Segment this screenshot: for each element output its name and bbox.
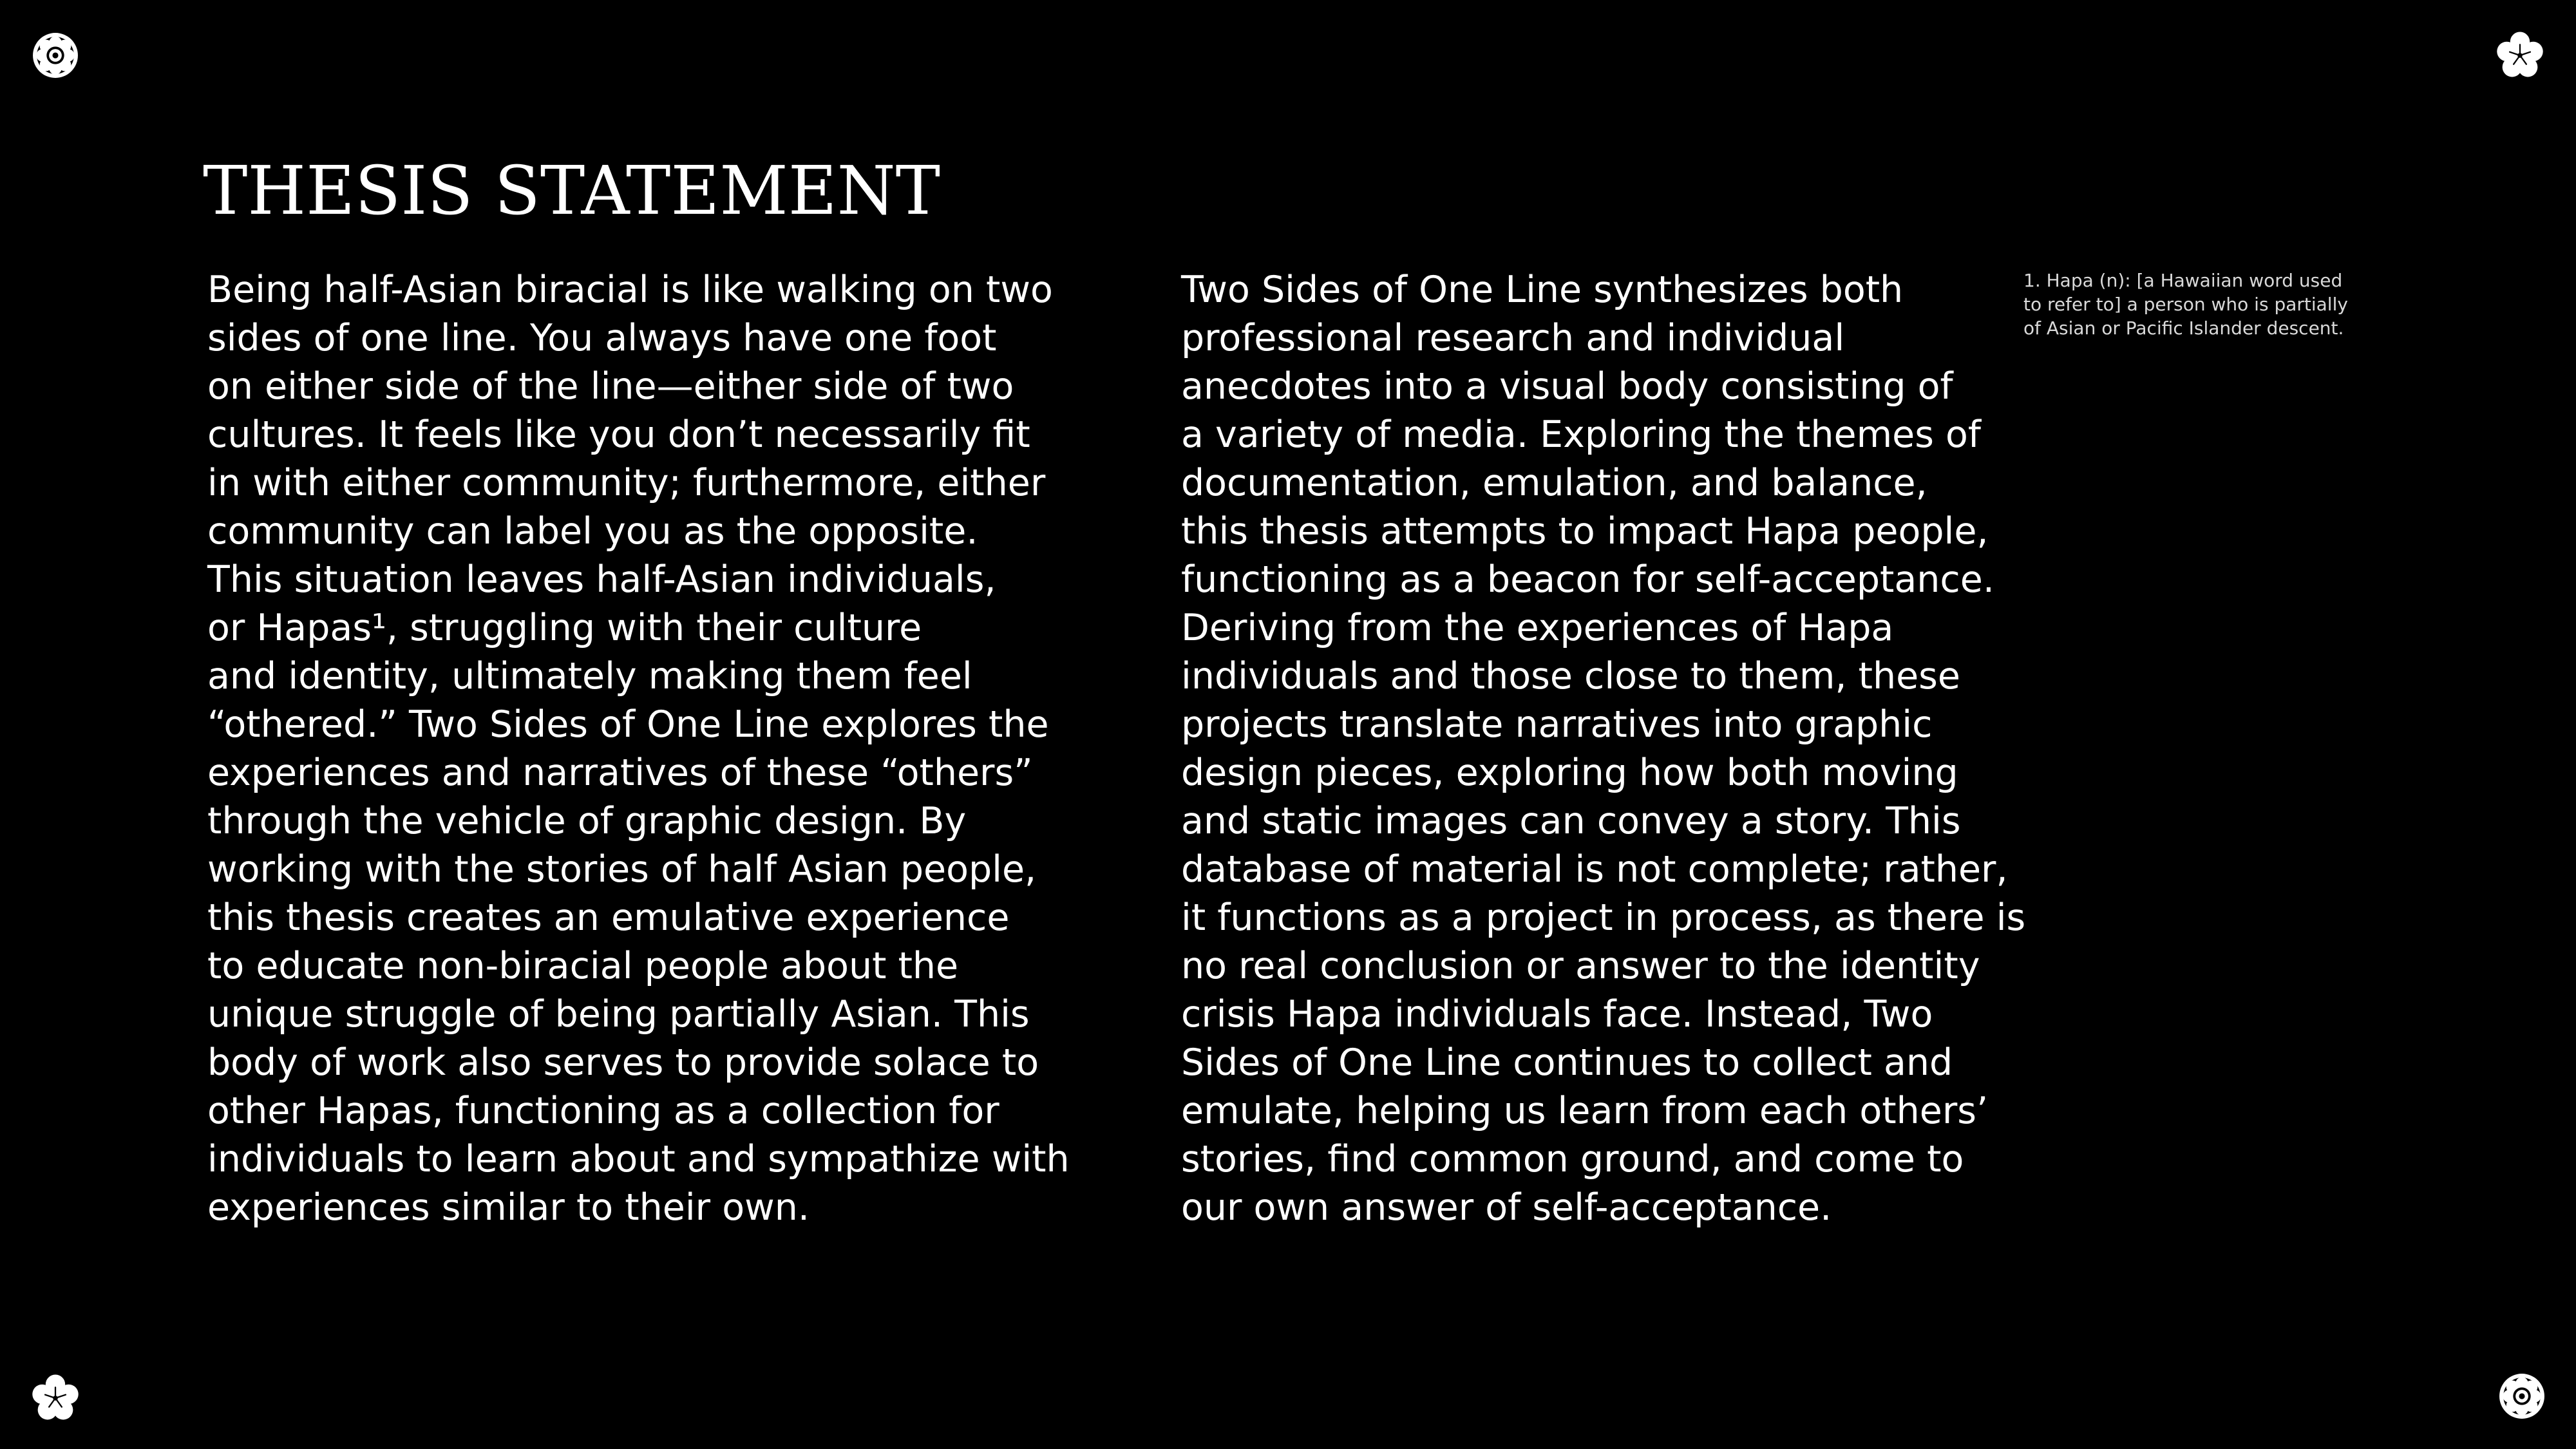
- paragraph-line: unique struggle of being partially Asian. This: [207, 993, 1030, 1036]
- paragraph-line: database of material is not complete; rather,: [1181, 848, 2008, 891]
- paragraph-line: through the vehicle of graphic design. By: [207, 800, 967, 842]
- paragraph-line: community can label you as the opposite.: [207, 510, 978, 553]
- paragraph-line: this thesis creates an emulative experience: [207, 896, 1010, 939]
- paragraph-line: emulate, helping us learn from each others’: [1181, 1090, 1989, 1132]
- paragraph-line: and identity, ultimately making them feel: [207, 655, 972, 697]
- paragraph-line: stories, find common ground, and come to: [1181, 1138, 1964, 1180]
- paragraph-line: no real conclusion or answer to the identity: [1181, 945, 1980, 987]
- footnote-line: 1. Hapa (n): [a Hawaiian word used: [2023, 270, 2343, 291]
- paragraph-line: professional research and individual: [1181, 317, 1845, 359]
- paragraph-line: working with the stories of half Asian people,: [207, 848, 1037, 891]
- paragraph-line: this thesis attempts to impact Hapa people,: [1181, 510, 1989, 553]
- footnote: [2023, 269, 2348, 340]
- paragraph-line: design pieces, exploring how both moving: [1181, 752, 1958, 794]
- footnote-line: to refer to] a person who is partially: [2023, 294, 2348, 315]
- paragraph-line: anecdotes into a visual body consisting of: [1181, 365, 1953, 408]
- hibiscus-flower-icon: [31, 1374, 80, 1423]
- page-title: THESIS STATEMENT: [203, 151, 941, 230]
- paragraph-line: documentation, emulation, and balance,: [1181, 462, 1927, 504]
- paragraph-line: Sides of One Line continues to collect and: [1181, 1041, 1953, 1084]
- paragraph-line: a variety of media. Exploring the themes of: [1181, 413, 1981, 456]
- paragraph-line: to educate non-biracial people about the: [207, 945, 959, 987]
- paragraph-line: functioning as a beacon for self-acceptance.: [1181, 558, 1994, 601]
- paragraph-line: and static images can convey a story. This: [1181, 800, 1961, 842]
- paragraph-line: Deriving from the experiences of Hapa: [1181, 607, 1894, 649]
- paragraph-line: individuals to learn about and sympathize with: [207, 1138, 1070, 1180]
- paragraph-line: or Hapas¹, struggling with their culture: [207, 607, 922, 649]
- paragraph-line: cultures. It feels like you don’t necessarily fit: [207, 413, 1030, 456]
- paragraph-line: “othered.” Two Sides of One Line explores the: [207, 703, 1049, 746]
- paragraph-line: Two Sides of One Line synthesizes both: [1181, 269, 1904, 311]
- paragraph-line: Being half-Asian biracial is like walking on two: [207, 269, 1053, 311]
- footnote-line: of Asian or Pacific Islander descent.: [2023, 317, 2344, 339]
- paragraph-line: body of work also serves to provide solace to: [207, 1041, 1039, 1084]
- paragraph-line: on either side of the line—either side of two: [207, 365, 1014, 408]
- hibiscus-flower-icon: [2496, 31, 2544, 80]
- paragraph-line: experiences and narratives of these “others”: [207, 752, 1033, 794]
- thesis-paragraph-right: [1181, 266, 2025, 1232]
- round-flower-icon: [2497, 1372, 2546, 1421]
- paragraph-line: experiences similar to their own.: [207, 1186, 810, 1229]
- round-flower-icon: [31, 31, 80, 80]
- paragraph-line: it functions as a project in process, as there is: [1181, 896, 2026, 939]
- paragraph-line: This situation leaves half-Asian individuals,: [207, 558, 996, 601]
- paragraph-line: individuals and those close to them, these: [1181, 655, 1960, 697]
- thesis-paragraph-left: [207, 266, 1070, 1232]
- paragraph-line: crisis Hapa individuals face. Instead, Two: [1181, 993, 1933, 1036]
- paragraph-line: projects translate narratives into graphic: [1181, 703, 1933, 746]
- paragraph-line: our own answer of self-acceptance.: [1181, 1186, 1832, 1229]
- paragraph-line: sides of one line. You always have one foot: [207, 317, 997, 359]
- paragraph-line: other Hapas, functioning as a collection for: [207, 1090, 999, 1132]
- paragraph-line: in with either community; furthermore, either: [207, 462, 1046, 504]
